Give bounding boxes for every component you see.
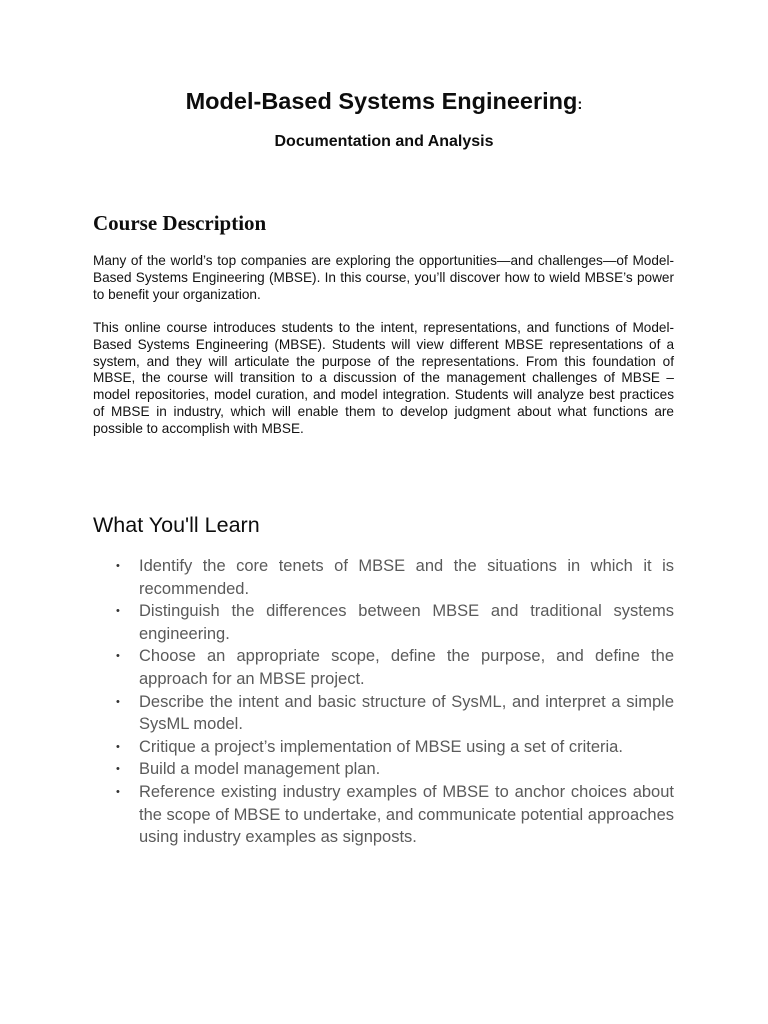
- bullet-icon: •: [116, 650, 120, 663]
- list-item-text: Describe the intent and basic structure of SysML, and interpret a simple SysML model.: [139, 692, 674, 734]
- list-item-text: Reference existing industry examples of MBSE to anchor choices about the scope of MBSE to undertake, and communicate potential approaches using industry examples as signposts.: [139, 782, 674, 847]
- list-item: [93, 645, 674, 690]
- list-item-text: Distinguish the differences between MBSE and traditional systems engineering.: [139, 602, 674, 643]
- bullet-icon: •: [116, 785, 120, 798]
- course-description-heading: Course Description: [93, 211, 267, 235]
- document-subtitle: Documentation and Analysis: [274, 133, 494, 150]
- list-item: [93, 600, 674, 645]
- list-item-text: Identify the core tenets of MBSE and the situations in which it is recommended.: [139, 557, 674, 598]
- list-item: [93, 736, 674, 759]
- bullet-icon: •: [116, 695, 120, 708]
- document-title: [0, 86, 768, 120]
- what-youll-learn-heading: What You'll Learn: [93, 513, 260, 537]
- document-title-text: Model-Based Systems Engineering: [185, 88, 578, 114]
- document-title-colon: :: [577, 96, 583, 113]
- bullet-icon: •: [116, 763, 120, 776]
- list-item-text: Build a model management plan.: [139, 760, 381, 779]
- bullet-icon: •: [116, 740, 120, 753]
- list-item: [93, 758, 674, 781]
- list-item: [93, 555, 674, 600]
- learning-objectives-list: [93, 555, 674, 849]
- bullet-icon: •: [116, 605, 120, 618]
- course-description-paragraph: This online course introduces students to the intent, representations, and functions of Model-Based Systems Engineering (MBSE). Students will view different MBSE representations of a system, and they will articulate the purpose of the representations. From this foundation of MBSE, the course will transition to a discussion of the management challenges of MBSE – model repositories, model curation, and model integration. Students will analyze best practices of MBSE in industry, which will enable them to develop judgment about what functions are possible to accomplish with MBSE.: [93, 320, 674, 436]
- list-item-text: Choose an appropriate scope, define the purpose, and define the approach for an MBSE project.: [139, 647, 674, 688]
- course-description-paragraph: Many of the world’s top companies are exploring the opportunities—and challenges—of Model-Based Systems Engineering (MBSE). In this course, you’ll discover how to wield MBSE’s power to benefit your organization.: [93, 253, 674, 302]
- bullet-icon: •: [116, 560, 120, 572]
- list-item: [93, 691, 674, 736]
- list-item-text: Critique a project’s implementation of MBSE using a set of criteria.: [139, 737, 623, 756]
- list-item: [93, 781, 674, 849]
